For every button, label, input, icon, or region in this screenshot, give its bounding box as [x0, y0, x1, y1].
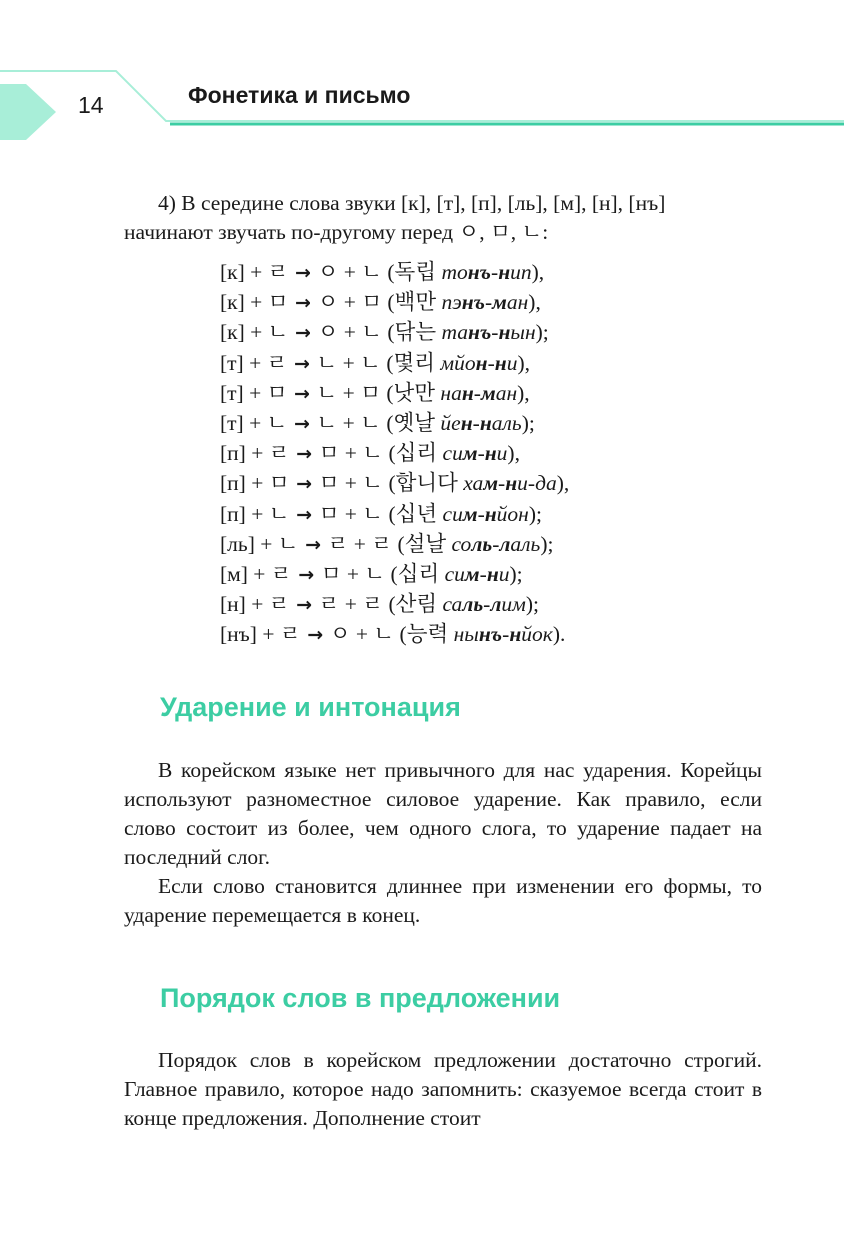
transliteration-accent: н [484, 441, 497, 466]
example-pattern: [н] + ㄹ [220, 592, 290, 617]
arrow-icon: → [288, 322, 318, 345]
transliteration-part: со [451, 531, 472, 556]
transliteration-part: та [441, 320, 469, 345]
example-end-punctuation: ), [528, 290, 541, 315]
example-result: ㅇ + ㅁ [317, 290, 382, 315]
example-pattern: [м] + ㄹ [220, 562, 292, 587]
example-pattern: [к] + ㄴ [220, 320, 289, 345]
korean-word: 낫만 [393, 380, 436, 405]
transliteration-part: ип [510, 260, 532, 284]
word-order-paragraph-1: Порядок слов в корейском предложении достаточно строгий. Главное правило, которое надо запомнить: сказуемое всегда стоит в конце предложения. Дополнение стоит [124, 1048, 762, 1130]
example-pattern: [к] + ㅁ [220, 290, 289, 315]
intro-line-1: 4) В середине слова звуки [к], [т], [п], [ль], [м], [н], [нъ] [158, 191, 666, 215]
arrow-icon: → [289, 473, 319, 496]
arrow-icon: → [287, 413, 317, 436]
example-end-punctuation: ); [535, 320, 549, 345]
example-result: ㄴ + ㄴ [316, 411, 381, 436]
section-heading-word-order: Порядок слов в предложении [160, 983, 561, 1013]
section-heading-stress: Ударение и интонация [160, 692, 461, 722]
transliteration [441, 320, 535, 344]
example-end-punctuation: ); [509, 562, 523, 587]
page-tab-shape [0, 84, 56, 140]
arrow-icon: → [288, 262, 318, 284]
example-row: [т] + ㅁ → ㄴ + ㅁ (낫만 нан-ман), [220, 380, 530, 405]
transliteration-part: - [483, 592, 491, 617]
example-row: [п] + ㄹ → ㅁ + ㄴ (십리 сим-ни), [220, 441, 520, 466]
transliteration [441, 290, 528, 314]
transliteration-part: - [487, 350, 495, 375]
example-pattern: [т] + ㄴ [220, 411, 288, 436]
example-end-punctuation: ); [521, 411, 535, 436]
transliteration-part: - [491, 320, 499, 345]
transliteration [454, 622, 553, 646]
korean-word: 닦는 [394, 320, 437, 345]
example-result: ㅁ + ㄴ [318, 441, 384, 466]
transliteration-accent: м [464, 562, 480, 587]
example-pattern: [т] + ㄹ [220, 350, 288, 375]
example-result: ㄴ + ㄴ [316, 350, 381, 375]
example-result: ㅁ + ㄴ [318, 501, 384, 526]
transliteration-part: - [477, 501, 485, 526]
example-end-punctuation: ); [528, 501, 542, 526]
example-row: [к] + ㄹ → ㅇ + ㄴ (독립 тонъ-нип), [220, 260, 545, 284]
transliteration [440, 351, 517, 375]
header-decoration [0, 0, 844, 160]
arrow-icon: → [300, 624, 330, 647]
arrow-icon: → [298, 533, 328, 556]
example-row: [п] + ㅁ → ㅁ + ㄴ (합니다 хам-ни-да), [220, 471, 570, 496]
transliteration-part: - [473, 380, 481, 405]
transliteration-accent: н [475, 350, 488, 375]
transliteration-part: - [472, 411, 480, 436]
transliteration-accent: нъ [468, 320, 492, 345]
transliteration-part: аль [491, 411, 522, 436]
transliteration-part: на [440, 380, 462, 405]
transliteration-accent: н [498, 320, 511, 345]
arrow-icon: → [289, 503, 319, 526]
transliteration-part: ан [495, 380, 518, 405]
transliteration-accent: н [461, 380, 474, 405]
arrow-icon: → [287, 382, 317, 405]
page-header [0, 0, 844, 160]
transliteration-accent: нъ [467, 260, 492, 284]
transliteration-part: - [502, 622, 510, 647]
example-row: [нъ] + ㄹ → ㅇ + ㄴ (능력 нынъ-нйок). [220, 622, 566, 647]
transliteration-part: - [479, 562, 487, 587]
transliteration-part: ан [506, 290, 529, 315]
arrow-icon: → [289, 443, 319, 466]
transliteration-part: ны [453, 622, 479, 647]
example-end-punctuation: ), [531, 260, 545, 284]
example-pattern: [п] + ㄴ [220, 501, 290, 526]
korean-word: 몇리 [393, 350, 436, 375]
transliteration-part: мйо [440, 350, 476, 375]
transliteration-part: и [496, 441, 508, 466]
example-row: [к] + ㅁ → ㅇ + ㅁ (백만 пэнъ-ман), [220, 290, 541, 315]
transliteration-accent: л [490, 592, 502, 617]
korean-word: 설날 [404, 531, 447, 556]
korean-word: 독립 [394, 260, 437, 284]
example-end-punctuation: ); [540, 531, 554, 556]
example-result: ㅁ + ㄴ [318, 471, 384, 496]
transliteration-part: - [498, 471, 506, 496]
transliteration-part: ын [510, 320, 536, 345]
transliteration-accent: ль [471, 531, 493, 556]
transliteration-part: и [498, 562, 510, 587]
example-result: ㅁ + ㄴ [320, 562, 386, 587]
example-row: [ль] + ㄴ → ㄹ + ㄹ (설날 соль-лаль); [220, 531, 554, 556]
transliteration-part: - [477, 441, 485, 466]
transliteration [440, 381, 517, 405]
arrow-icon: → [289, 594, 319, 617]
transliteration [441, 260, 531, 284]
transliteration-part: са [442, 592, 463, 617]
example-row: [к] + ㄴ → ㅇ + ㄴ (닦는 танъ-нын); [220, 320, 549, 345]
example-pattern: [ль] + ㄴ [220, 531, 299, 556]
chapter-title: Фонетика и письмо [188, 82, 411, 108]
transliteration-accent: н [479, 411, 492, 436]
transliteration-part: си [442, 441, 463, 466]
korean-word: 백만 [394, 290, 437, 315]
transliteration-part: - [491, 260, 499, 284]
example-end-punctuation: ), [507, 441, 520, 466]
transliteration-part: и-да [517, 471, 557, 496]
intro-paragraph [124, 189, 762, 247]
transliteration-part: им [501, 592, 526, 617]
assimilation-examples-list [220, 258, 569, 651]
example-row: [т] + ㄴ → ㄴ + ㄴ (옛날 йен-наль); [220, 411, 535, 436]
transliteration-part: йон [496, 501, 529, 526]
transliteration-part: ха [463, 471, 484, 496]
example-row: [т] + ㄹ → ㄴ + ㄴ (몇리 мйон-ни), [220, 350, 530, 375]
example-pattern: [т] + ㅁ [220, 380, 288, 405]
example-end-punctuation: ), [517, 380, 530, 405]
transliteration-accent: н [486, 562, 499, 587]
transliteration-accent: нъ [478, 622, 503, 647]
transliteration-accent: м [483, 471, 499, 496]
transliteration-accent: м [492, 290, 507, 315]
transliteration [452, 532, 541, 556]
example-result: ㄹ + ㄹ [318, 592, 384, 617]
transliteration [463, 471, 556, 495]
korean-word: 십리 [397, 562, 440, 587]
page-number: 14 [78, 92, 104, 118]
arrow-icon: → [287, 352, 317, 375]
korean-word: 십리 [395, 441, 438, 466]
transliteration-accent: м [462, 501, 478, 526]
transliteration-part: йок [521, 622, 553, 647]
transliteration-part: и [506, 350, 518, 375]
transliteration-part: йе [440, 411, 461, 436]
korean-word: 합니다 [395, 471, 458, 496]
stress-section-body [124, 756, 762, 930]
transliteration-accent: л [499, 531, 511, 556]
transliteration [440, 411, 521, 435]
example-pattern: [п] + ㅁ [220, 471, 290, 496]
arrow-icon: → [291, 564, 321, 587]
korean-word: 십년 [395, 501, 438, 526]
example-row: [н] + ㄹ → ㄹ + ㄹ (산림 саль-лим); [220, 592, 539, 617]
example-row: [м] + ㄹ → ㅁ + ㄴ (십리 сим-ни); [220, 562, 523, 587]
transliteration-part: си [442, 501, 463, 526]
transliteration-accent: н [498, 260, 511, 284]
arrow-icon: → [288, 292, 318, 315]
transliteration-part: - [484, 290, 493, 315]
stress-paragraph-1: В корейском языке нет привычного для нас ударения. Корейцы используют разноместное силовое ударение. Как правило, если слово состоит из более, чем одного слога, то ударение падает на последний слог. [124, 758, 762, 869]
transliteration [443, 592, 526, 616]
example-result: ㅇ + ㄴ [317, 320, 382, 345]
example-end-punctuation: ), [517, 350, 530, 375]
example-result: ㅇ + ㄴ [329, 622, 395, 647]
example-pattern: [п] + ㄹ [220, 441, 290, 466]
example-pattern: [нъ] + ㄹ [220, 622, 301, 647]
transliteration [443, 502, 529, 526]
transliteration-accent: нъ [461, 290, 485, 315]
transliteration-accent: м [462, 441, 478, 466]
transliteration-accent: м [480, 380, 496, 405]
example-pattern: [к] + ㄹ [220, 260, 289, 284]
example-end-punctuation: ), [556, 471, 570, 496]
korean-word: 산림 [395, 592, 438, 617]
korean-word: 능력 [406, 622, 449, 647]
transliteration-part: си [444, 562, 465, 587]
transliteration [443, 441, 508, 465]
example-end-punctuation: ); [525, 592, 539, 617]
korean-word: 옛날 [393, 411, 436, 436]
stress-paragraph-2: Если слово становится длиннее при изменении его формы, то ударение перемещается в конец. [124, 874, 762, 927]
intro-line-2: начинают звучать по-другому перед ㅇ, ㅁ, ㄴ: [124, 220, 549, 244]
transliteration-part: пэ [441, 290, 462, 315]
example-result: ㄴ + ㅁ [316, 380, 381, 405]
transliteration-accent: ль [462, 592, 484, 617]
example-result: ㅇ + ㄴ [317, 260, 382, 284]
example-end-punctuation: ). [552, 622, 566, 647]
transliteration-part: то [441, 260, 468, 284]
transliteration-accent: н [494, 350, 507, 375]
transliteration-accent: н [509, 622, 522, 647]
transliteration-accent: н [484, 501, 497, 526]
transliteration-part: - [492, 531, 500, 556]
word-order-section-body [124, 1046, 762, 1133]
transliteration-part: аль [510, 531, 541, 556]
example-result: ㄹ + ㄹ [327, 531, 393, 556]
example-row: [п] + ㄴ → ㅁ + ㄴ (십년 сим-нйон); [220, 501, 542, 526]
transliteration [445, 562, 510, 586]
header-rule-light [0, 71, 844, 121]
transliteration-accent: н [505, 471, 518, 496]
transliteration-accent: н [460, 411, 473, 436]
